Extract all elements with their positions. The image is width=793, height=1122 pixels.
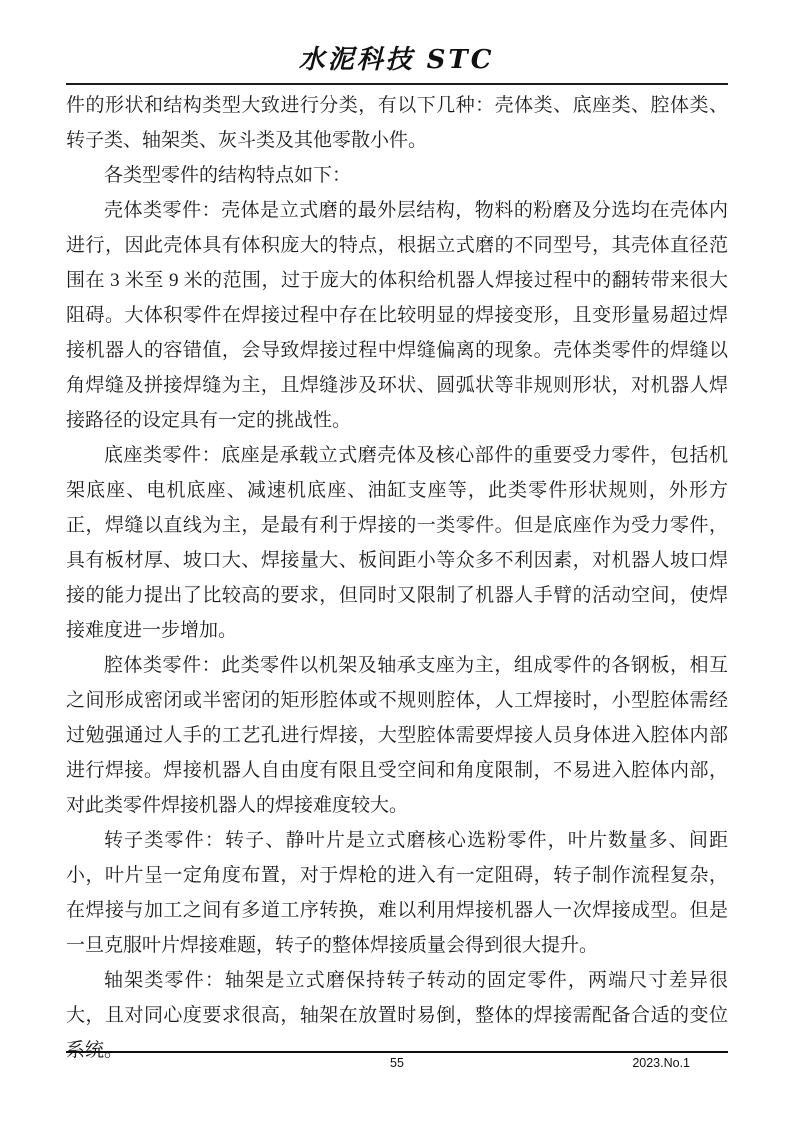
page-footer <box>66 1051 728 1074</box>
journal-title: 水泥科技 STC <box>298 45 495 75</box>
page-header <box>0 0 793 76</box>
paragraph: 转子类零件：转子、静叶片是立式磨核心选粉零件，叶片数量多、间距小，叶片呈一定角度布置，对于焊枪的进入有一定阻碍，转子制作流程复杂，在焊接与加工之间有多道工序转换，难以利用焊接机器人一次焊接成型。但是一旦克服叶片焊接难题，转子的整体焊接质量会得到很大提升。 <box>66 830 728 956</box>
paragraph: 底座类零件：底座是承载立式磨壳体及核心部件的重要受力零件，包括机架底座、电机底座、减速机底座、油缸支座等，此类零件形状规则，外形方正，焊缝以直线为主，是最有利于焊接的一类零件。但是底座作为受力零件，具有板材厚、坡口大、焊接量大、板间距小等众多不利因素，对机器人坡口焊接的能力提出了比较高的要求，但同时又限制了机器人手臂的活动空间，使焊接难度进一步增加。 <box>66 445 728 641</box>
issue-number: 2023.No.1 <box>632 1056 690 1070</box>
footer-rule <box>66 1051 728 1053</box>
paragraph: 各类型零件的结构特点如下： <box>104 165 352 186</box>
paragraph: 轴架类零件：轴架是立式磨保持转子转动的固定零件，两端尺寸差异很大，且对同心度要求很高，轴架在放置时易倒，整体的焊接需配备合适的变位系统。 <box>66 970 728 1061</box>
footer-row <box>66 1056 728 1074</box>
paragraph: 腔体类零件：此类零件以机架及轴承支座为主，组成零件的各钢板，相互之间形成密闭或半密闭的矩形腔体或不规则腔体，人工焊接时，小型腔体需经过勉强通过人手的工艺孔进行焊接，大型腔体需要焊接人员身体进入腔体内部进行焊接。焊接机器人自由度有限且受空间和角度限制，不易进入腔体内部，对此类零件焊接机器人的焊接难度较大。 <box>66 655 728 816</box>
paragraph: 件的形状和结构类型大致进行分类，有以下几种：壳体类、底座类、腔体类、转子类、轴架类、灰斗类及其他零散小件。 <box>66 95 728 151</box>
article-body <box>66 88 728 1068</box>
header-rule <box>66 83 728 85</box>
page-number: 55 <box>390 1056 404 1070</box>
paragraph: 壳体类零件：壳体是立式磨的最外层结构，物料的粉磨及分选均在壳体内进行，因此壳体具有体积庞大的特点，根据立式磨的不同型号，其壳体直径范围在 3 米至 9 米的范围，过于庞大的体积给机器人焊接过程中的翻转带来很大阻碍。大体积零件在焊接过程中存在比较明显的焊接变形，且变形量易超过焊接机器人的容错值，会导致焊接过程中焊缝偏离的现象。壳体类零件的焊缝以角焊缝及拼接焊缝为主，且焊缝涉及环状、圆弧状等非规则形状，对机器人焊接路径的设定具有一定的挑战性。 <box>66 200 728 431</box>
